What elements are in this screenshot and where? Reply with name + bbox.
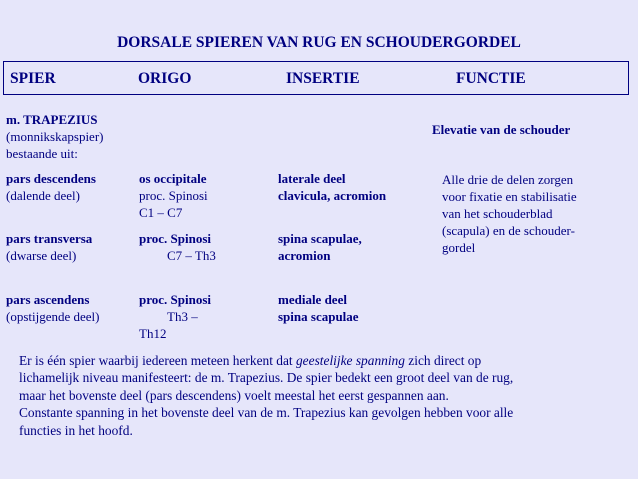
insertie-line: spina scapulae [278, 309, 359, 324]
note-line-4: Constante spanning in het bovenste deel van de m. Trapezius kan gevolgen hebben voor alle [19, 405, 514, 421]
function-detail-line: van het schouderblad [442, 206, 553, 221]
origo-line: os occipitale [139, 171, 207, 186]
table-row-transversa-part [6, 230, 92, 264]
note-line-2: lichamelijk niveau manifesteert: de m. Trapezius. De spier bedekt een groot deel van de rug, [19, 370, 514, 386]
note-text: Er is één spier waarbij iedereen meteen herkent dat [19, 353, 296, 368]
note-line-1 [19, 352, 619, 369]
function-detail-line: voor fixatie en stabilisatie [442, 189, 577, 204]
function-detail-line: (scapula) en de schouder- [442, 223, 575, 238]
insertie-line: laterale deel [278, 171, 346, 186]
muscle-name: m. TRAPEZIUS [6, 112, 98, 127]
part-translation: (dwarse deel) [6, 248, 77, 263]
header-origo: ORIGO [138, 70, 192, 87]
note-text: zich direct op [404, 353, 482, 368]
table-row-descendens-origo [139, 170, 208, 221]
muscle-alias: (monnikskapspier) [6, 129, 104, 144]
table-row-transversa-insertie [278, 230, 362, 264]
origo-line: C7 – Th3 [167, 248, 216, 263]
function-detail [442, 171, 577, 256]
header-insertie: INSERTIE [286, 70, 360, 87]
function-detail-line: gordel [442, 240, 476, 255]
note-line-5: functies in het hoofd. [19, 422, 133, 438]
insertie-line: clavicula, acromion [278, 188, 387, 203]
function-detail-line: Alle drie de delen zorgen [442, 172, 574, 187]
insertie-line: acromion [278, 248, 331, 263]
table-row-ascendens-origo [139, 291, 211, 342]
part-translation: (opstijgende deel) [6, 309, 100, 324]
muscle-function: Elevatie van de schouder [432, 122, 571, 137]
explanation-note [19, 352, 619, 439]
origo-line: proc. Spinosi [139, 292, 212, 307]
table-row-ascendens-insertie [278, 291, 359, 325]
part-name: pars ascendens [6, 292, 90, 307]
part-name: pars transversa [6, 231, 93, 246]
origo-line: Th3 – [167, 309, 198, 324]
header-spier: SPIER [10, 70, 56, 87]
insertie-line: spina scapulae, [278, 231, 362, 246]
table-row-descendens-part [6, 170, 96, 204]
table-row-ascendens-part [6, 291, 100, 325]
note-emphasis: geestelijke spanning [295, 353, 405, 368]
insertie-line: mediale deel [278, 292, 347, 307]
origo-line: C1 – C7 [139, 205, 183, 220]
table-row-descendens-insertie [278, 170, 386, 204]
header-functie: FUNCTIE [456, 70, 526, 87]
part-translation: (dalende deel) [6, 188, 80, 203]
table-row-transversa-origo [139, 230, 216, 264]
note-line-3: maar het bovenste deel (pars descendens) voelt meestal het eerst gespannen aan. [19, 387, 449, 403]
muscle-parts-intro: bestaande uit: [6, 146, 78, 161]
origo-line: Th12 [139, 326, 167, 341]
part-name: pars descendens [6, 171, 96, 186]
origo-line: proc. Spinosi [139, 188, 208, 203]
muscle-block [6, 111, 103, 162]
origo-line: proc. Spinosi [139, 231, 212, 246]
page-title: DORSALE SPIEREN VAN RUG EN SCHOUDERGORDEL [117, 34, 521, 51]
